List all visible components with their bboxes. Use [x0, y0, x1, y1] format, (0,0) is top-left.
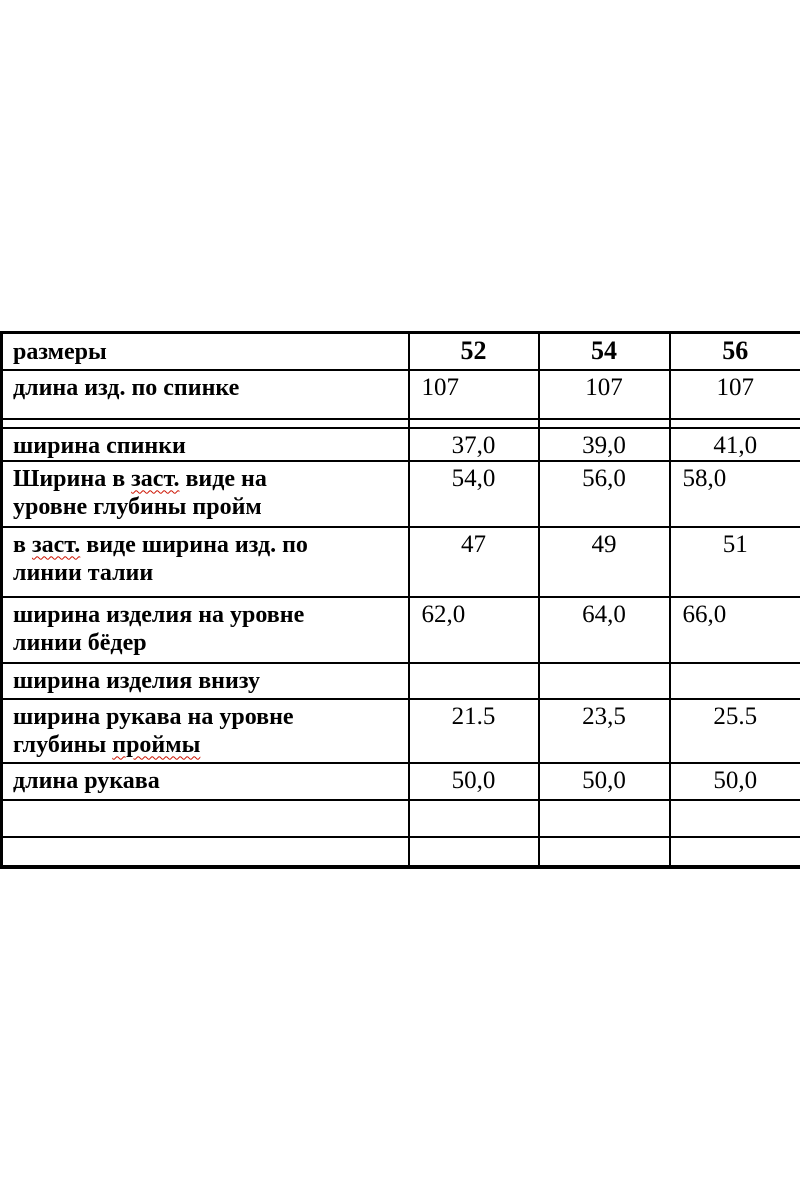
value-cell-sleeve-length-size-52: 50,0	[409, 763, 539, 800]
size-column-header-52: 52	[409, 333, 539, 370]
value-cell-sleeve-length-size-56: 50,0	[670, 763, 800, 800]
label-text: виде ширина изд. по	[80, 531, 308, 558]
value-cell-width-fastened-at-waistline-size-52: 47	[409, 527, 539, 597]
value-cell-back-length-size-56: 107	[670, 370, 800, 419]
size-table	[0, 331, 800, 869]
table-row-back-length	[2, 370, 800, 419]
row-label-sleeve-width-at-armhole-depth	[2, 699, 409, 763]
label-text: длина рукава	[13, 767, 160, 794]
size-column-header-56: 56	[670, 333, 800, 370]
value-cell-width-fastened-at-waistline-size-56: 51	[670, 527, 800, 597]
value-cell-empty-row-2-size-54	[539, 837, 670, 867]
row-label-back-length	[2, 370, 409, 419]
row-label-back-width	[2, 428, 409, 461]
label-text: ширина изделия на уровне	[13, 601, 305, 628]
label-text: в	[13, 531, 32, 558]
value-cell-width-at-bottom-size-54	[539, 663, 670, 699]
label-text: ширина спинки	[13, 432, 186, 459]
label-text: виде на	[179, 465, 267, 492]
value-cell-empty-row-2-size-52	[409, 837, 539, 867]
value-cell-empty-row-1-size-54	[539, 800, 670, 837]
row-label-width-at-hipline	[2, 597, 409, 663]
label-text: уровне глубины пройм	[13, 493, 262, 520]
row-label-width-fastened-at-armhole-depth	[2, 461, 409, 527]
value-cell-width-fastened-at-armhole-depth-size-56: 58,0	[670, 461, 800, 527]
header-label-sizes: размеры	[2, 333, 409, 370]
value-cell-back-width-size-56: 41,0	[670, 428, 800, 461]
size-column-header-54: 54	[539, 333, 670, 370]
value-cell-width-fastened-at-armhole-depth-size-52: 54,0	[409, 461, 539, 527]
value-cell-sleeve-width-at-armhole-depth-size-54: 23,5	[539, 699, 670, 763]
value-cell-width-fastened-at-waistline-size-54: 49	[539, 527, 670, 597]
label-text: длина изд. по спинке	[13, 374, 240, 401]
value-cell-spacer-size-52	[409, 419, 539, 428]
value-cell-back-length-size-52: 107	[409, 370, 539, 419]
row-label-empty-row-2	[2, 837, 409, 867]
value-cell-width-fastened-at-armhole-depth-size-54: 56,0	[539, 461, 670, 527]
table-row-width-fastened-at-waistline	[2, 527, 800, 597]
size-table-body	[2, 370, 800, 867]
label-text: глубины	[13, 731, 113, 758]
table-row-width-fastened-at-armhole-depth	[2, 461, 800, 527]
header-row	[2, 333, 800, 370]
misspelled-word: проймы	[112, 731, 201, 758]
table-row-empty-row-2	[2, 837, 800, 867]
table-row-width-at-hipline	[2, 597, 800, 663]
row-label-width-fastened-at-waistline	[2, 527, 409, 597]
value-cell-back-width-size-52: 37,0	[409, 428, 539, 461]
table-row-empty-row-1	[2, 800, 800, 837]
label-text: ширина изделия внизу	[13, 667, 260, 694]
value-cell-width-at-bottom-size-56	[670, 663, 800, 699]
table-row-spacer	[2, 419, 800, 428]
value-cell-empty-row-1-size-52	[409, 800, 539, 837]
value-cell-back-length-size-54: 107	[539, 370, 670, 419]
value-cell-back-width-size-54: 39,0	[539, 428, 670, 461]
value-cell-empty-row-2-size-56	[670, 837, 800, 867]
table-row-sleeve-length	[2, 763, 800, 800]
row-label-empty-row-1	[2, 800, 409, 837]
row-label-sleeve-length	[2, 763, 409, 800]
value-cell-width-at-hipline-size-54: 64,0	[539, 597, 670, 663]
row-label-spacer	[2, 419, 409, 428]
misspelled-word: заст.	[131, 465, 180, 492]
table-row-sleeve-width-at-armhole-depth	[2, 699, 800, 763]
label-text: линии талии	[13, 559, 154, 586]
table-row-back-width	[2, 428, 800, 461]
label-text: ширина рукава на уровне	[13, 703, 294, 730]
value-cell-sleeve-width-at-armhole-depth-size-56: 25.5	[670, 699, 800, 763]
value-cell-sleeve-length-size-54: 50,0	[539, 763, 670, 800]
label-text: Ширина в	[13, 465, 132, 492]
value-cell-spacer-size-56	[670, 419, 800, 428]
value-cell-empty-row-1-size-56	[670, 800, 800, 837]
misspelled-word: заст.	[31, 531, 81, 558]
value-cell-width-at-bottom-size-52	[409, 663, 539, 699]
value-cell-width-at-hipline-size-52: 62,0	[409, 597, 539, 663]
table-row-width-at-bottom	[2, 663, 800, 699]
value-cell-width-at-hipline-size-56: 66,0	[670, 597, 800, 663]
row-label-width-at-bottom	[2, 663, 409, 699]
value-cell-spacer-size-54	[539, 419, 670, 428]
value-cell-sleeve-width-at-armhole-depth-size-52: 21.5	[409, 699, 539, 763]
label-text: линии бёдер	[13, 629, 147, 656]
